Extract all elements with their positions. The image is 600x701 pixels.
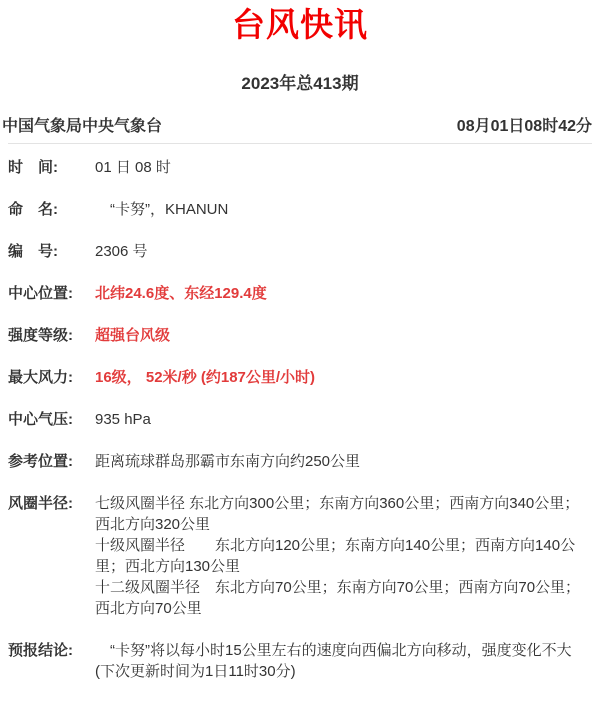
- issue-number: 2023年总413期: [241, 74, 359, 93]
- info-row: [8, 409, 592, 430]
- row-value: [95, 493, 592, 619]
- row-value: [95, 241, 592, 262]
- row-value: [95, 640, 592, 682]
- agency-name: 中国气象局中央气象台: [2, 118, 163, 135]
- bulletin-title: 台风快讯: [232, 6, 368, 43]
- row-value: [95, 283, 592, 304]
- row-value-line: 十级风圈半径 东北方向120公里；东南方向140公里；西南方向140公里；西北方向130公里: [95, 537, 576, 575]
- info-row: [8, 367, 592, 388]
- row-value-line: (下次更新时间为1日11时30分): [95, 663, 296, 680]
- info-row: [8, 241, 592, 262]
- row-value-line: “卡努”，KHANUN: [95, 201, 229, 218]
- row-label: 中心位置:: [8, 285, 73, 302]
- row-value-line: 超强台风级: [95, 327, 171, 344]
- info-row: [8, 325, 592, 346]
- row-value: [95, 325, 592, 346]
- row-value-line: 935 hPa: [95, 411, 151, 428]
- row-value-line: 2306 号: [95, 243, 148, 260]
- info-row: [8, 493, 592, 619]
- row-value-line: 十二级风圈半径 东北方向70公里；东南方向70公里；西南方向70公里；西北方向70公里: [95, 579, 581, 617]
- header-divider: [8, 143, 592, 144]
- info-row: [8, 199, 592, 220]
- row-label: 最大风力:: [8, 369, 73, 386]
- row-label: 命 名:: [8, 201, 58, 218]
- row-label: 参考位置:: [8, 453, 73, 470]
- info-row: [8, 451, 592, 472]
- row-value: [95, 451, 592, 472]
- row-label: 时 间:: [8, 159, 58, 176]
- row-value: [95, 199, 592, 220]
- row-label: 中心气压:: [8, 411, 73, 428]
- row-label: 编 号:: [8, 243, 58, 260]
- row-value-line: 距离琉球群岛那霸市东南方向约250公里: [95, 453, 361, 470]
- row-value: [95, 367, 592, 388]
- row-value-line: 16级， 52米/秒 (约187公里/小时): [95, 369, 316, 386]
- bulletin-header: [2, 117, 592, 136]
- issue-datetime: 08月01日08时42分: [456, 118, 592, 135]
- info-row: [8, 157, 592, 178]
- row-label: 风圈半径:: [8, 495, 73, 512]
- bulletin-rows: [8, 157, 592, 682]
- row-value: [95, 409, 592, 430]
- row-value-line: 七级风圈半径 东北方向300公里；东南方向360公里；西南方向340公里；西北方向320公里: [95, 495, 580, 533]
- row-value-line: 北纬24.6度、东经129.4度: [95, 285, 267, 302]
- row-value-line: 01 日 08 时: [95, 159, 171, 176]
- row-label: 预报结论:: [8, 642, 73, 659]
- row-value-line: “卡努”将以每小时15公里左右的速度向西偏北方向移动，强度变化不大: [95, 642, 572, 659]
- info-row: [8, 640, 592, 682]
- info-row: [8, 283, 592, 304]
- row-label: 强度等级:: [8, 327, 73, 344]
- row-value: [95, 157, 592, 178]
